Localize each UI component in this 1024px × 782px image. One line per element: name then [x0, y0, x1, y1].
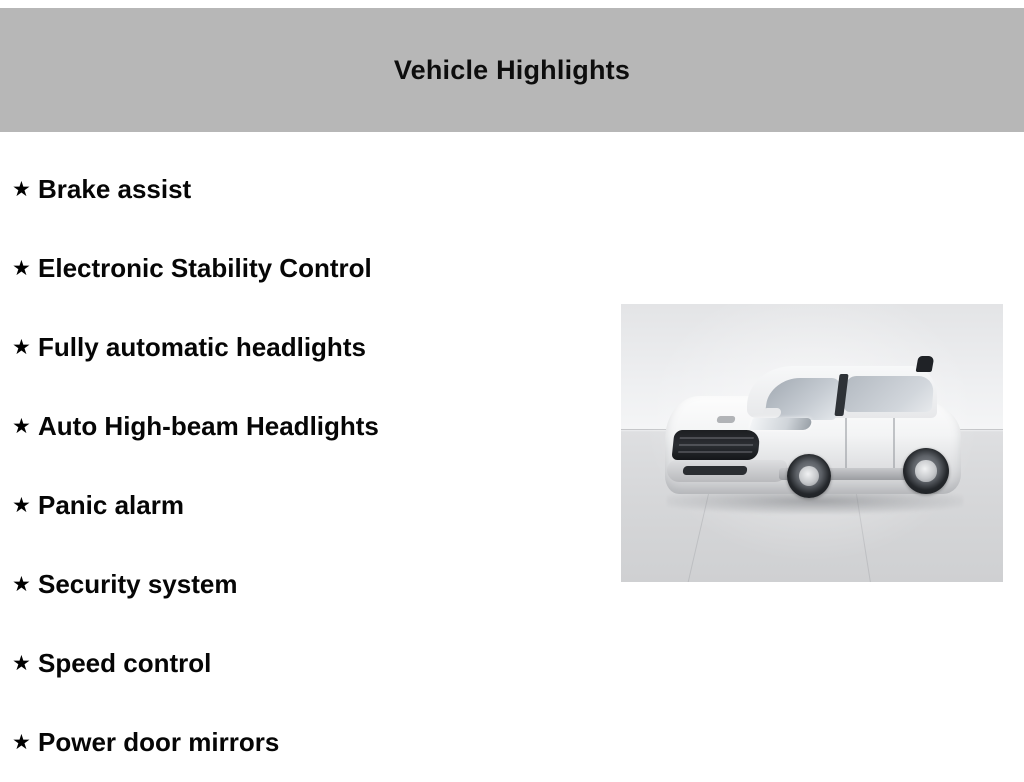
- list-item: [0, 387, 600, 466]
- highlight-label: Auto High-beam Headlights: [38, 411, 379, 441]
- content-area: [0, 132, 1024, 768]
- highlight-label: Panic alarm: [38, 490, 184, 520]
- list-item: [0, 229, 600, 308]
- star-icon: ★: [12, 573, 31, 596]
- star-icon: ★: [12, 336, 31, 359]
- star-icon: ★: [12, 731, 31, 754]
- vehicle-photo: [621, 304, 1003, 582]
- highlight-label: Electronic Stability Control: [38, 253, 372, 283]
- grille-slat: [680, 437, 754, 439]
- list-item: [0, 308, 600, 387]
- list-item: [0, 545, 600, 624]
- page-title: Vehicle Highlights: [393, 54, 631, 85]
- list-item: [0, 703, 600, 782]
- car-door-seam: [893, 418, 895, 470]
- highlight-label: Power door mirrors: [38, 727, 280, 757]
- car-antenna: [916, 356, 935, 372]
- car-rear-windows: [844, 376, 935, 412]
- car-hood-badge: [716, 416, 735, 423]
- highlight-label: Security system: [38, 569, 238, 599]
- list-item: [0, 150, 600, 229]
- highlight-label: Brake assist: [38, 174, 192, 204]
- car-front-wheel: [787, 454, 831, 498]
- header-band: [0, 8, 1024, 132]
- grille-slat: [678, 451, 752, 453]
- car-lower-air-vent: [682, 466, 747, 475]
- car-side-mirror: [762, 408, 782, 418]
- highlight-label: Fully automatic headlights: [38, 332, 366, 362]
- star-icon: ★: [12, 257, 31, 280]
- wheel-hub: [915, 460, 936, 481]
- car-door-seam: [845, 418, 847, 470]
- list-item: [0, 466, 600, 545]
- wheel-hub: [799, 466, 819, 486]
- car-grille: [671, 430, 760, 460]
- list-item: [0, 624, 600, 703]
- car-headlight: [749, 418, 813, 430]
- star-icon: ★: [12, 494, 31, 517]
- star-icon: ★: [12, 178, 31, 201]
- highlights-list: [0, 150, 600, 782]
- car-rear-wheel: [903, 448, 949, 494]
- grille-slat: [679, 444, 753, 446]
- star-icon: ★: [12, 415, 31, 438]
- star-icon: ★: [12, 652, 31, 675]
- car-illustration: [659, 356, 969, 526]
- highlight-label: Speed control: [38, 648, 212, 678]
